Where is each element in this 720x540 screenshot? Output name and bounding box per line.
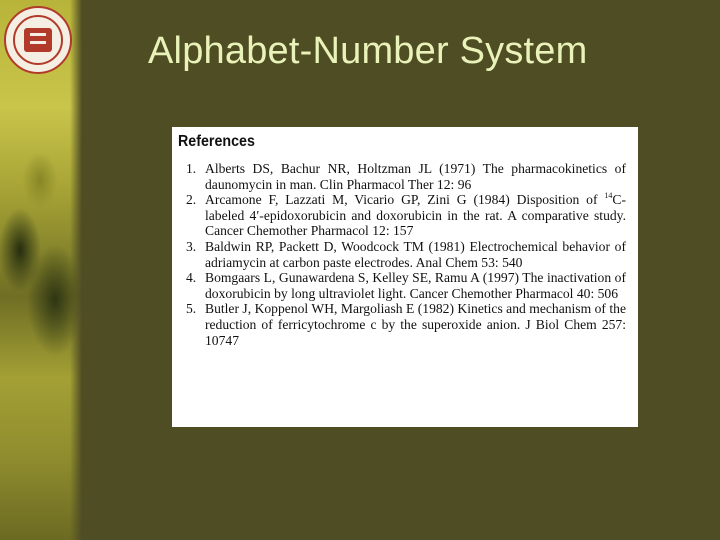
reference-text: Alberts DS, Bachur NR, Holtzman JL (1971) The pharmacokinetics of daunomycin in man. Clin Pharmacol Ther 12: 96: [205, 161, 626, 192]
reference-item: [178, 161, 626, 192]
seal-center: [24, 28, 52, 52]
university-seal-icon: [4, 6, 72, 74]
reference-item: [178, 270, 626, 301]
reference-text-continued: C-labeled 4′-epidoxorubicin and doxorubicin in the rat. A comparative study. Cancer Chemother Pharmacol 12: 157: [205, 192, 626, 239]
references-heading: References: [178, 133, 255, 150]
reference-number: 5.: [186, 301, 197, 317]
reference-number: 1.: [186, 161, 197, 176]
reference-number: 4.: [186, 270, 197, 286]
reference-item: [178, 239, 626, 270]
reference-item: [178, 301, 626, 348]
reference-text: Baldwin RP, Packett D, Woodcock TM (1981) Electrochemical behavior of adriamycin at carbon paste electrodes. Anal Chem 53: 540: [205, 238, 626, 270]
isotope-superscript: 14: [604, 191, 613, 201]
slide-title: Alphabet-Number System: [148, 30, 588, 72]
reference-text: Bomgaars L, Gunawardena S, Kelley SE, Ramu A (1997) The inactivation of doxorubicin by long ultraviolet light. Cancer Chemother Pharmacol 40: 506: [205, 270, 626, 301]
reference-item: [178, 192, 626, 239]
reference-text: Butler J, Koppenol WH, Margoliash E (1982) Kinetics and mechanism of the reduction of ferricytochrome c by the superoxide anion. J Biol Chem 257: 10747: [205, 301, 626, 348]
reference-number: 3.: [186, 238, 197, 254]
decorative-side-strip: [0, 0, 82, 540]
reference-number: 2.: [186, 192, 197, 208]
references-list: [178, 161, 626, 348]
references-image: [172, 127, 638, 427]
reference-text: Arcamone F, Lazzati M, Vicario GP, Zini G (1984) Disposition of: [205, 192, 605, 208]
